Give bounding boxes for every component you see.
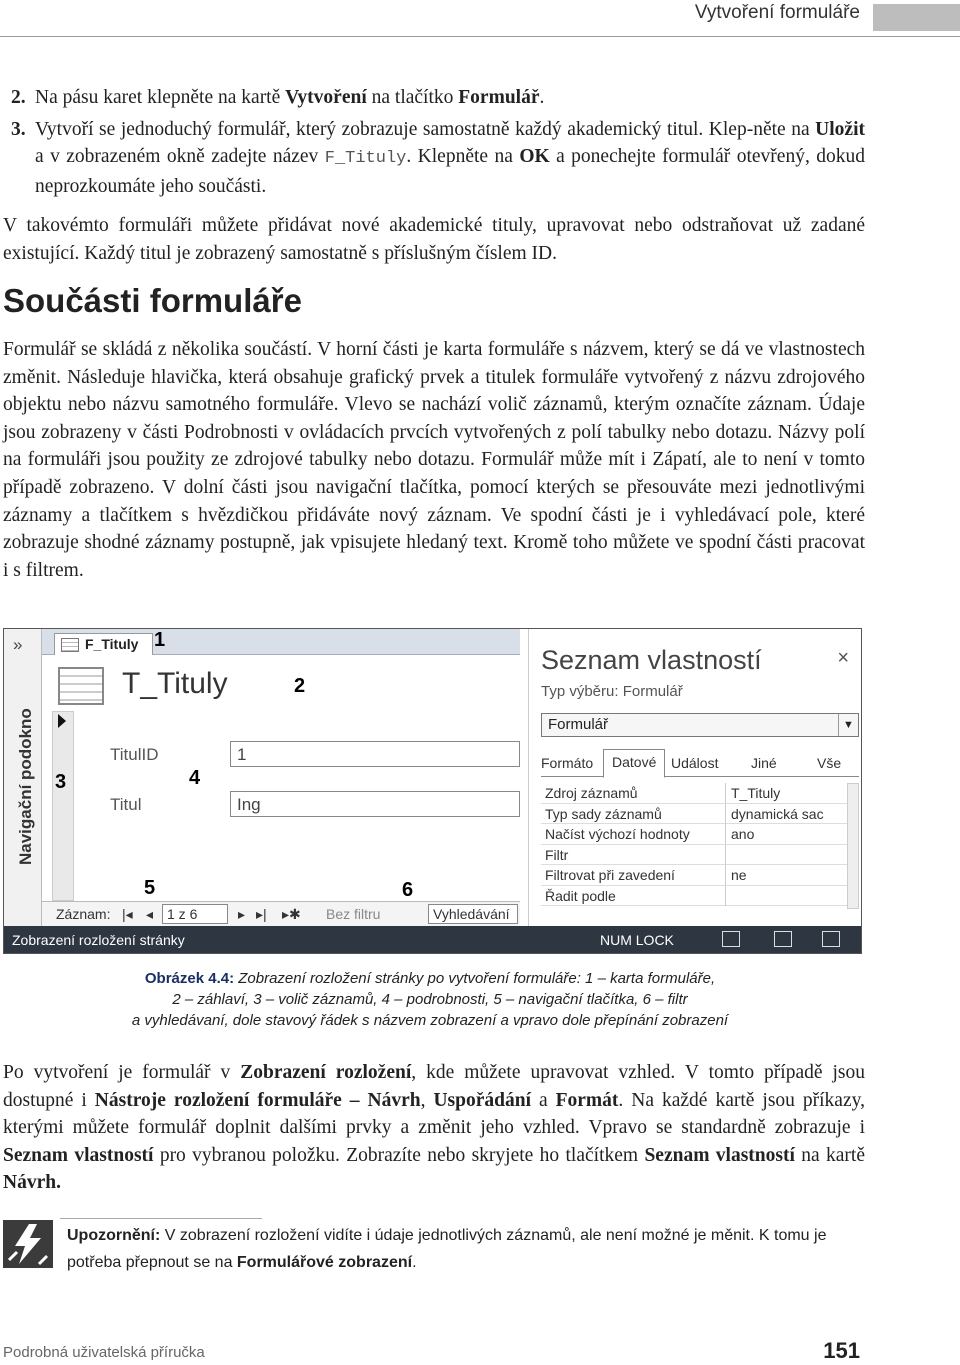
search-input[interactable]: Vyhledávání — [428, 904, 518, 924]
property-row[interactable]: Filtr — [541, 845, 847, 866]
layout-view-icon[interactable] — [774, 931, 792, 947]
figure-caption: Obrázek 4.4: Zobrazení rozložení stránky po vytvoření formuláře: 1 – karta formuláře, 2 – záhlaví, 3 – volič záznamů, 4 – podrobnosti, 5 – navigační tlačítka, 6 – filtr a vyhledávaní, dole stavový řádek s názvem zobrazení a vpravo dole přepínání zobrazení — [131, 970, 729, 1029]
navigation-pane-label: Navigační podokno — [16, 708, 35, 865]
selection-type: Typ výběru: Formulář — [541, 683, 683, 700]
record-label: Záznam: — [56, 906, 111, 922]
access-screenshot — [3, 628, 862, 954]
page-number: 151 — [823, 1338, 860, 1363]
step-item — [3, 84, 865, 112]
form-logo-icon — [58, 667, 104, 705]
form-title: T_Tituly — [122, 667, 228, 700]
close-icon[interactable]: × — [837, 647, 849, 669]
step-item — [3, 116, 865, 201]
status-bar — [4, 926, 861, 953]
callout-number: 5 — [144, 877, 156, 899]
last-record-button[interactable]: ▸| — [256, 906, 267, 922]
scrollbar[interactable] — [847, 783, 859, 909]
warning-icon — [3, 1220, 53, 1268]
section-heading: Součásti formuláře — [3, 282, 302, 319]
step-number: 3. — [11, 118, 26, 140]
field-label: TitulID — [110, 745, 159, 764]
callout-number: 3 — [55, 771, 67, 793]
expand-icon[interactable]: » — [13, 635, 23, 654]
form-tab[interactable]: F_Tituly — [54, 633, 153, 655]
current-record-arrow-icon — [58, 714, 66, 728]
next-record-button[interactable]: ▸ — [238, 906, 246, 922]
tab-format[interactable]: Formáto — [541, 755, 594, 771]
page-header — [0, 0, 960, 36]
record-selector[interactable] — [52, 711, 74, 901]
paragraph: Formulář se skládá z několika součástí. V horní části je karta formuláře s názvem, který se dá ve vlastnostech změnit. Následuje hlavička, která obsahuje grafický prvek a titulek formuláře vytvořený z názvu zdrojového objektu nebo názvu samotného formuláře. Vlevo se nachází volič záznamů, kterým označíte záznam. Údaje jsou zobrazeny v části Podrobnosti v ovládacích prvcích vytvořených z polí tabulky nebo dotazu. Názvy polí na formuláři jsou použity ze zdrojové tabulky nebo dotazu. Formulář může mít i Zápatí, ale to není v tomto případě zobrazeno. V dolní části jsou navigační tlačítka, pomocí kterých se přesouváte mezi jednotlivými záznamy a tlačítkem s hvězdičkou přidáváte nový záznam. Ve spodní části je i vyhledávací pole, které zobrazuje shodné záznamy postupně, jak vpisujete hledaný text. Kromě toho můžete ve spodní části pracovat i s filtrem. — [3, 339, 865, 581]
tab-data[interactable]: Datové — [603, 749, 665, 778]
property-row[interactable]: Filtrovat při zavedení ne — [541, 865, 847, 886]
chapter-title: Vytvoření formuláře — [694, 2, 860, 23]
property-row[interactable]: Řadit podle — [541, 886, 847, 907]
form-icon — [61, 638, 79, 652]
form-view-icon[interactable] — [722, 931, 740, 947]
filter-toggle[interactable]: Bez filtru — [326, 906, 381, 922]
tab-event[interactable]: Událost — [671, 755, 719, 771]
steps-list — [3, 84, 865, 200]
record-navigation-bar — [42, 901, 520, 926]
callout-number: 4 — [189, 767, 201, 789]
step-text: Na pásu karet klepněte na kartě Vytvoření na tlačítko Formulář. — [35, 87, 545, 108]
warning-note: Upozornění: V zobrazení rozložení vidíte i údaje jednotlivých záznamů, ale není možné je měnit. K tomu je potřeba přepnout se na Formulářové zobrazení. — [67, 1227, 827, 1271]
form-header — [42, 655, 520, 723]
book-title: Podrobná uživatelská příručka — [3, 1344, 205, 1361]
record-number-input[interactable]: 1 z 6 — [162, 904, 228, 924]
document-tab-bar — [42, 629, 520, 655]
property-row[interactable]: Typ sady záznamů dynamická sac — [541, 804, 847, 825]
field-textbox[interactable]: Ing — [230, 791, 520, 817]
property-row[interactable]: Načíst výchozí hodnoty ano — [541, 824, 847, 845]
step-number: 2. — [11, 87, 26, 108]
object-select[interactable]: Formulář ▼ — [541, 713, 859, 737]
new-record-button[interactable]: ▸✱ — [282, 906, 301, 922]
property-grid — [541, 783, 847, 906]
first-record-button[interactable]: |◂ — [122, 906, 133, 922]
property-tabs — [541, 749, 859, 777]
field-textbox[interactable]: 1 — [230, 741, 520, 767]
property-sheet-title: Seznam vlastností — [541, 645, 762, 675]
num-lock-indicator: NUM LOCK — [600, 932, 674, 948]
tab-all[interactable]: Vše — [817, 755, 842, 771]
paragraph: Po vytvoření je formulář v Zobrazení rozložení, kde můžete upravovat vzhled. V tomto případě jsou dostupné i Nástroje rozložení formuláře – Návrh, Uspořádání a Formát. Na každé kartě jsou příkazy, kterými můžete formulář doplnit dalšími prvky a změnit jeho vzhled. Vpravo se standardně zobrazuje i Seznam vlastností pro vybranou položku. Zobrazíte nebo skryjete ho tlačítkem Seznam vlastností na kartě Návrh. — [3, 1062, 866, 1194]
step-text: Vytvoří se jednoduchý formulář, který zobrazuje samostatně každý akademický titul. Klep-něte na Uložit a v zobrazeném okně zadejte název F_Tituly. Klepněte na OK a ponechejte formulář otevřený, dokud neprozkoumáte jeho součásti. — [35, 118, 865, 197]
chevron-down-icon[interactable]: ▼ — [838, 714, 858, 736]
field-label: Titul — [110, 795, 142, 814]
navigation-pane[interactable] — [4, 629, 42, 926]
design-view-icon[interactable] — [822, 931, 840, 947]
callout-number: 2 — [294, 675, 306, 697]
view-name: Zobrazení rozložení stránky — [12, 932, 185, 948]
header-bar — [873, 4, 960, 31]
paragraph: V takovémto formuláři můžete přidávat nové akademické tituly, upravovat nebo odstraňovat už zadané existující. Každý titul je zobrazený samostatně s příslušným číslem ID. — [3, 215, 865, 264]
callout-number: 6 — [402, 879, 414, 901]
divider — [60, 1218, 262, 1219]
property-sheet — [528, 629, 861, 926]
header-rule — [0, 36, 960, 37]
property-row[interactable]: Zdroj záznamů T_Tituly — [541, 783, 847, 804]
tab-other[interactable]: Jiné — [751, 755, 777, 771]
callout-number: 1 — [154, 629, 166, 651]
previous-record-button[interactable]: ◂ — [146, 906, 154, 922]
